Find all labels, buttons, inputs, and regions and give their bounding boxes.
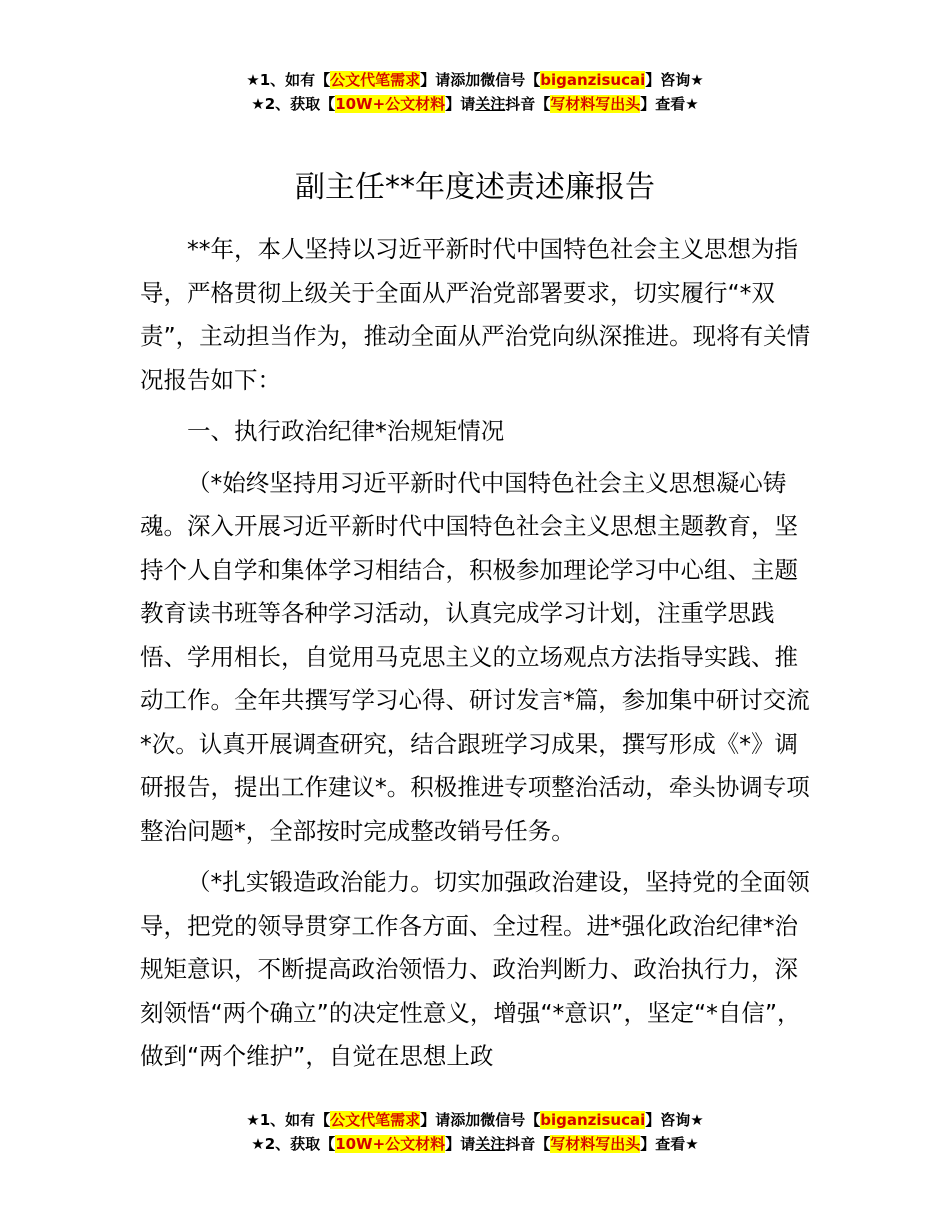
banner-highlight: 公文代笔需求 — [330, 1111, 421, 1129]
banner-highlight: 公文代笔需求 — [330, 71, 421, 89]
banner-text: ★2、获取【 — [251, 1135, 336, 1153]
banner-underline: 关注 — [475, 95, 506, 113]
banner-text: 】咨询★ — [645, 1111, 704, 1129]
banner-text: 】请 — [445, 95, 476, 113]
section-heading: 一、执行政治纪律*治规矩情况 — [187, 417, 505, 445]
footer-banner — [0, 1108, 950, 1156]
banner-text: 】请添加微信号【 — [420, 71, 541, 89]
banner-underline: 关注 — [475, 1135, 506, 1153]
banner-text: ★2、获取【 — [251, 95, 336, 113]
banner-text: ★1、如有【 — [246, 1111, 331, 1129]
banner-text: 抖音【 — [505, 95, 551, 113]
banner-line-1 — [0, 68, 950, 92]
banner-text: 抖音【 — [505, 1135, 551, 1153]
banner-highlight: biganzisucai — [540, 1111, 646, 1129]
paragraph-theory: （*始终坚持用习近平新时代中国特色社会主义思想凝心铸魂。深入开展习近平新时代中国特色社会主义思想主题教育，坚持个人自学和集体学习相结合，积极参加理论学习中心组、主题教育读书班等各种学习活动，认真完成学习计划，注重学思践悟、学用相长，自觉用马克思主义的立场观点方法指导实践、推动工作。全年共撰写学习心得、研讨发言*篇，参加集中研讨交流*次。认真开展调查研究，结合跟班学习成果，撰写形成《*》调研报告，提出工作建议*。积极推进专项整治活动，牵头协调专项整治问题*，全部按时完成整改销号任务。 — [140, 468, 810, 845]
banner-highlight: 10W+公文材料 — [335, 95, 446, 113]
banner-highlight: 10W+公文材料 — [335, 1135, 446, 1153]
banner-text: 】请 — [445, 1135, 476, 1153]
banner-text: 】查看★ — [640, 1135, 699, 1153]
paragraph-politics: （*扎实锻造政治能力。切实加强政治建设，坚持党的全面领导，把党的领导贯穿工作各方面、全过程。进*强化政治纪律*治规矩意识，不断提高政治领悟力、政治判断力、政治执行力，深刻领悟“两个确立”的决定性意义，增强“*意识”，坚定“*自信”，做到“两个维护”，自觉在思想上政 — [140, 868, 810, 1070]
banner-text: ★1、如有【 — [246, 71, 331, 89]
banner-line-2 — [0, 1132, 950, 1156]
banner-line-1 — [0, 1108, 950, 1132]
banner-highlight: 写材料写出头 — [550, 1135, 641, 1153]
header-banner — [0, 68, 950, 116]
banner-highlight: biganzisucai — [540, 71, 646, 89]
banner-text: 】查看★ — [640, 95, 699, 113]
document-body — [140, 228, 812, 1079]
banner-line-2 — [0, 92, 950, 116]
banner-text: 】咨询★ — [645, 71, 704, 89]
banner-text: 】请添加微信号【 — [420, 1111, 541, 1129]
banner-highlight: 写材料写出头 — [550, 95, 641, 113]
document-title: 副主任**年度述责述廉报告 — [295, 170, 655, 205]
paragraph-intro: **年，本人坚持以习近平新时代中国特色社会主义思想为指导，严格贯彻上级关于全面从严治党部署要求，切实履行“*双责”，主动担当作为，推动全面从严治党向纵深推进。现将有关情况报告如下： — [140, 235, 811, 394]
